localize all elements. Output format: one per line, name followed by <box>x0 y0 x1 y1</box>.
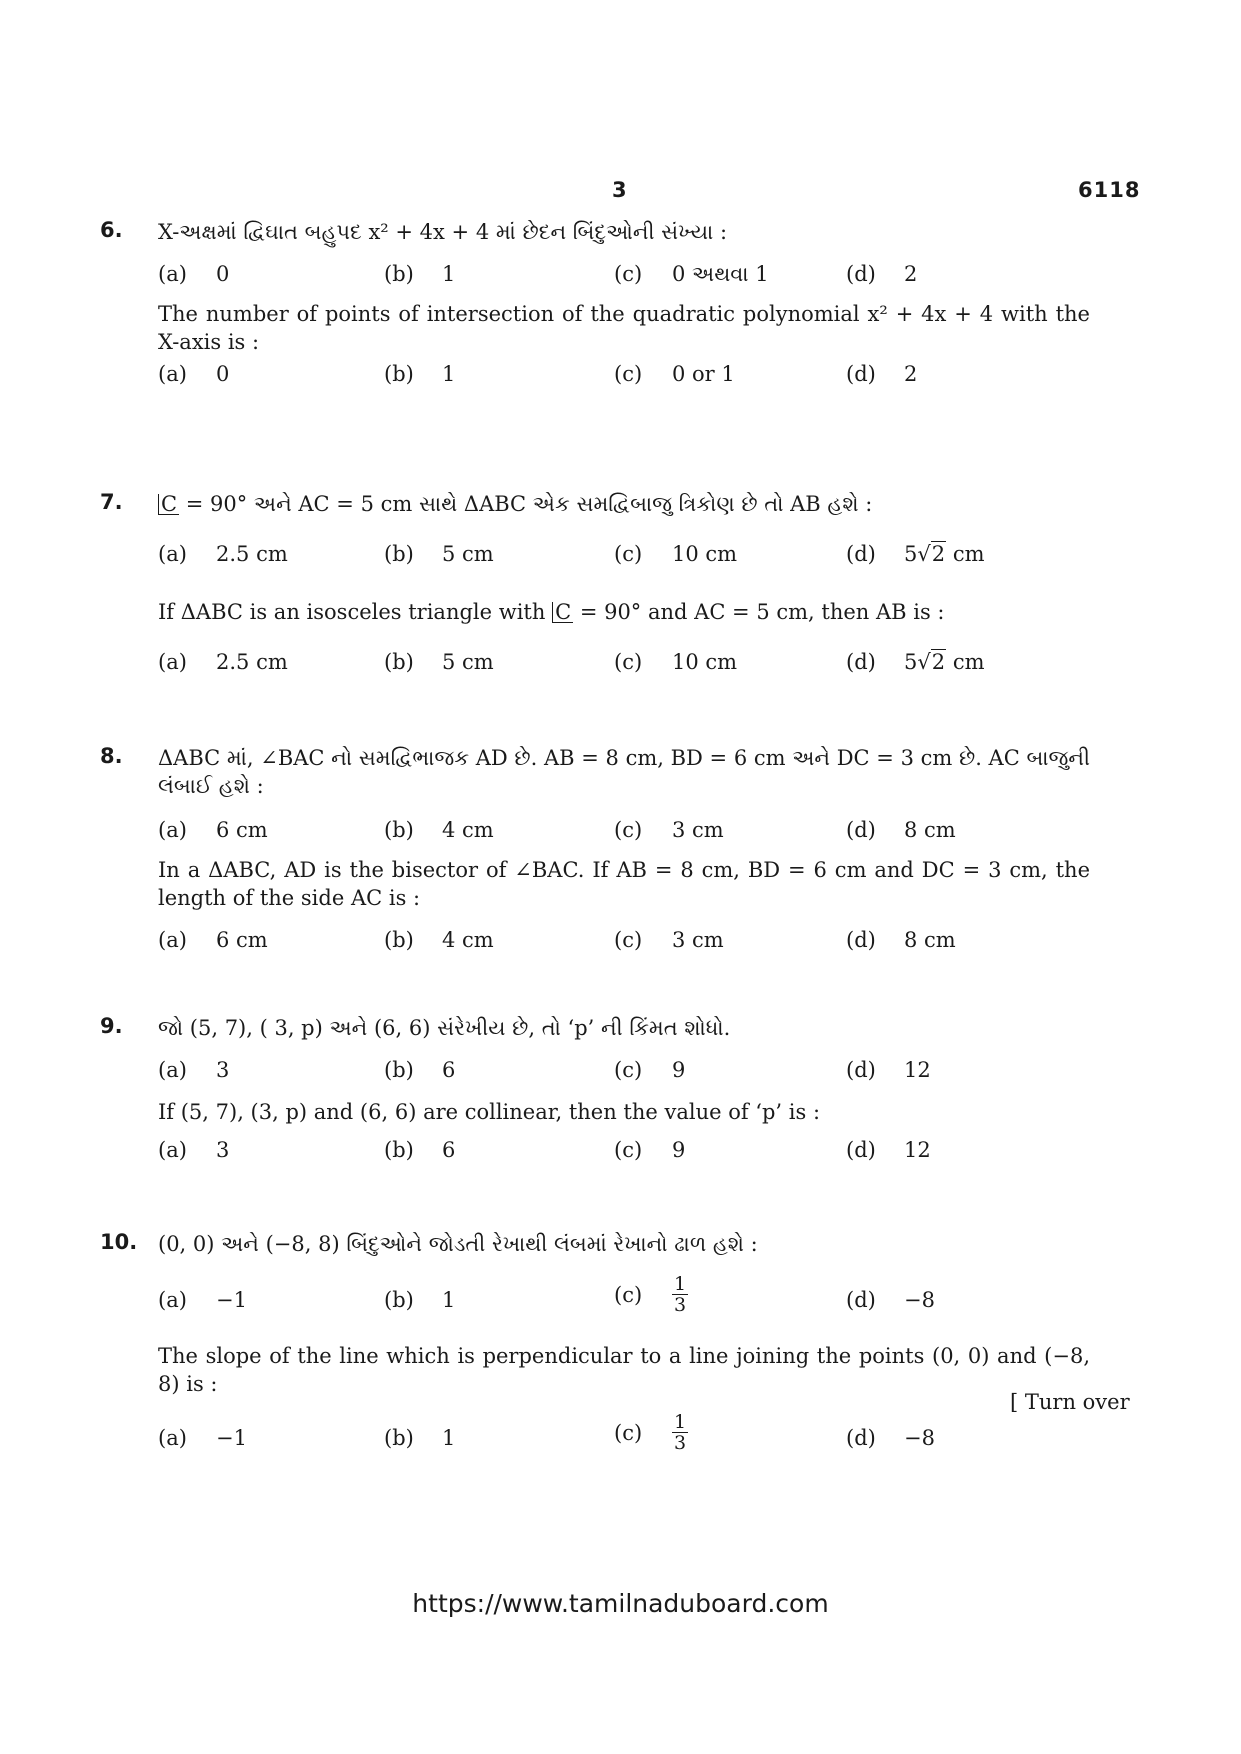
angle-symbol: C <box>158 494 179 515</box>
options-gujarati <box>158 818 1098 858</box>
option-c: (c) 0 અથવા 1 <box>614 262 769 286</box>
question-text-english: In a ΔABC, AD is the bisector of ∠BAC. If AB = 8 cm, BD = 6 cm and DC = 3 cm, the length of the side AC is : <box>158 858 1090 910</box>
options-gujarati <box>158 262 1098 302</box>
option-c: (c) 9 <box>614 1058 686 1082</box>
option-a: (a) 3 <box>158 1138 230 1162</box>
option-d: (d) 5√2 cm <box>846 542 985 566</box>
option-a: (a) 6 cm <box>158 928 268 952</box>
question-number: 7. <box>100 490 123 514</box>
question-number: 6. <box>100 218 123 242</box>
option-c: (c) 0 or 1 <box>614 362 735 386</box>
options-english <box>158 650 1098 690</box>
option-c: (c) 3 cm <box>614 928 724 952</box>
option-b: (b) 4 cm <box>384 818 494 842</box>
option-d: (d) 12 <box>846 1058 931 1082</box>
option-b: (b) 4 cm <box>384 928 494 952</box>
question-text-gujarati: X-અક્ષમાં દ્વિઘાત બહુપદ x² + 4x + 4 માં છેદન બિંદુઓની સંખ્યા : <box>158 220 728 244</box>
option-c: (c) 3 cm <box>614 818 724 842</box>
option-d: (d) 8 cm <box>846 818 956 842</box>
options-gujarati <box>158 1273 1098 1328</box>
question-text-english: If (5, 7), (3, p) and (6, 6) are collinear, then the value of ‘p’ is : <box>158 1100 821 1124</box>
option-b: (b) 5 cm <box>384 650 494 674</box>
question-text-english: The slope of the line which is perpendicular to a line joining the points (0, 0) and (−8, 8) is : <box>158 1344 1090 1396</box>
question-text-gujarati: C = 90° અને AC = 5 cm સાથે ΔABC એક સમદ્વિબાજુ ત્રિકોણ છે તો AB હશે : <box>158 490 872 518</box>
options-english <box>158 362 1098 402</box>
option-a: (a) 3 <box>158 1058 230 1082</box>
option-a: (a) 0 <box>158 262 230 286</box>
fraction: $\frac{1}{3}$ <box>674 1273 687 1316</box>
option-a: (a) 6 cm <box>158 818 268 842</box>
option-a: (a) 0 <box>158 362 230 386</box>
question-text-english: The number of points of intersection of the quadratic polynomial x² + 4x + 4 with the X-axis is : <box>158 302 1090 354</box>
option-d: (d) 2 <box>846 362 918 386</box>
option-d: (d) −8 <box>846 1426 935 1450</box>
option-d: (d) 5√2 cm <box>846 650 985 674</box>
option-b: (b) 1 <box>384 1426 456 1450</box>
option-c: (c) 10 cm <box>614 650 738 674</box>
question-text-gujarati: (0, 0) અને (−8, 8) બિંદુઓને જોડતી રેખાથી લંબમાં રેખાનો ઢાળ હશે : <box>158 1232 758 1256</box>
question-number: 10. <box>100 1230 138 1254</box>
option-b: (b) 6 <box>384 1058 456 1082</box>
website-url[interactable]: https://www.tamilnaduboard.com <box>412 1589 829 1618</box>
option-b: (b) 6 <box>384 1138 456 1162</box>
turn-over-note: [ Turn over <box>1010 1390 1130 1414</box>
angle-symbol: C <box>552 602 573 623</box>
option-d: (d) −8 <box>846 1288 935 1312</box>
option-b: (b) 5 cm <box>384 542 494 566</box>
option-d: (d) 2 <box>846 262 918 286</box>
option-d: (d) 12 <box>846 1138 931 1162</box>
question-number: 8. <box>100 744 123 768</box>
question-text-english: If ΔABC is an isosceles triangle with C = 90° and AC = 5 cm, then AB is : <box>158 600 945 624</box>
fraction: $\frac{1}{3}$ <box>674 1411 687 1454</box>
option-b: (b) 1 <box>384 1288 456 1312</box>
option-c: (c) 9 <box>614 1138 686 1162</box>
option-b: (b) 1 <box>384 362 456 386</box>
options-english <box>158 928 1098 968</box>
options-gujarati <box>158 542 1098 582</box>
option-c: (c) 10 cm <box>614 542 738 566</box>
square-root: √2 <box>917 542 946 566</box>
option-c: (c) $\frac{1}{3}$ <box>614 1411 687 1454</box>
option-a: (a) −1 <box>158 1426 247 1450</box>
question-text-gujarati: ΔABC માં, ∠BAC નો સમદ્વિભાજક AD છે. AB = 8 cm, BD = 6 cm અને DC = 3 cm છે. AC બાજુની લંબાઈ હશે : <box>158 746 1090 798</box>
option-d: (d) 8 cm <box>846 928 956 952</box>
question-number: 9. <box>100 1014 123 1038</box>
paper-code: 6118 <box>1078 178 1141 202</box>
square-root: √2 <box>917 650 946 674</box>
option-c: (c) $\frac{1}{3}$ <box>614 1273 687 1316</box>
option-a: (a) −1 <box>158 1288 247 1312</box>
option-a: (a) 2.5 cm <box>158 542 288 566</box>
option-a: (a) 2.5 cm <box>158 650 288 674</box>
page-number: 3 <box>612 178 627 202</box>
option-b: (b) 1 <box>384 262 456 286</box>
options-gujarati <box>158 1058 1098 1098</box>
options-english <box>158 1411 1098 1466</box>
options-english <box>158 1138 1098 1178</box>
question-text-gujarati: જો (5, 7), ( 3, p) અને (6, 6) સંરેખીય છે, તો ‘p’ ની કિંમત શોધો. <box>158 1016 731 1040</box>
